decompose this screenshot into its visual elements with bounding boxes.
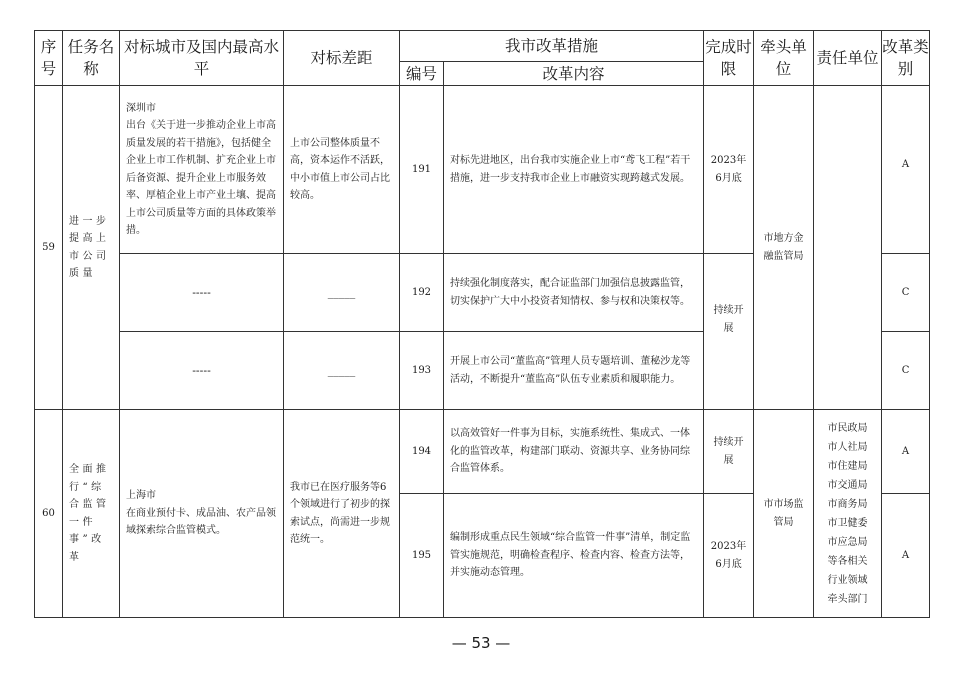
task-cell [63, 410, 120, 618]
header-content: 改革内容 [444, 62, 704, 86]
category-cell: A [882, 410, 930, 494]
header-deadline: 完成时限 [704, 31, 754, 86]
deadline-cell [704, 410, 754, 494]
content-cell [444, 410, 704, 494]
benchmark-cell: ----- [120, 254, 284, 332]
code-cell: 194 [400, 410, 444, 494]
header-code: 编号 [400, 62, 444, 86]
content-cell [444, 494, 704, 618]
gap-cell: _____ [284, 332, 400, 410]
benchmark-cell [120, 86, 284, 254]
header-measures: 我市改革措施 [400, 31, 704, 62]
content-cell [444, 86, 704, 254]
header-gap: 对标差距 [284, 31, 400, 86]
header-lead: 牵头单位 [754, 31, 814, 86]
header-category: 改革类别 [882, 31, 930, 86]
code-cell: 195 [400, 494, 444, 618]
deadline-text: 持续开展 [713, 437, 744, 466]
content-text: 持续强化制度落实，配合证监部门加强信息披露监管，切实保护广大中小投资者知情权、参与权和决策权等。 [450, 278, 690, 307]
lead-cell [754, 410, 814, 618]
benchmark-cell [120, 410, 284, 618]
deadline-text: 2023年6月底 [710, 541, 747, 570]
category-cell: C [882, 254, 930, 332]
reform-measures-table [34, 30, 930, 618]
seq-cell: 60 [35, 410, 63, 618]
header-responsible: 责任单位 [814, 31, 882, 86]
deadline-text: 2023年6月底 [710, 155, 747, 184]
content-text: 对标先进地区，出台我市实施企业上市“鸢飞工程”若干措施，进一步支持我市企业上市融资实现跨越式发展。 [450, 155, 691, 184]
task-cell [63, 86, 120, 410]
header-row [35, 31, 930, 62]
lead-text: 市市场监管局 [763, 499, 804, 528]
deadline-cell [704, 494, 754, 618]
task-name: 全面推行“综合监管一件事”改革 [69, 464, 110, 563]
gap-cell [284, 86, 400, 254]
seq-cell: 59 [35, 86, 63, 410]
deadline-cell [704, 86, 754, 254]
responsible-text: 市民政局 市人社局 市住建局 市交通局 市商务局 市卫健委 市应急局 等各相关 行业领域 牵头部门 [827, 422, 868, 605]
content-cell [444, 254, 704, 332]
header-task: 任务名称 [63, 31, 120, 86]
content-cell [444, 332, 704, 410]
gap-text: 上市公司整体质量不高，资本运作不活跃，中小市值上市公司占比较高。 [290, 137, 390, 201]
deadline-cell [704, 254, 754, 410]
content-text: 开展上市公司“董监高”管理人员专题培训、董秘沙龙等活动，不断提升“董监高”队伍专业素质和履职能力。 [450, 356, 691, 385]
category-cell: C [882, 332, 930, 410]
page-number: — 53 — [451, 634, 511, 652]
task-name: 进一步提高上市公司质量 [69, 215, 110, 279]
content-text: 以高效管好一件事为目标，实施系统性、集成式、一体化的监管改革，构建部门联动、资源共享、业务协同综合监管体系。 [450, 428, 690, 475]
gap-text: 我市已在医疗服务等6个领域进行了初步的探索试点，尚需进一步规范统一。 [290, 481, 390, 545]
table-row [35, 86, 930, 254]
responsible-cell [814, 86, 882, 410]
gap-cell [284, 410, 400, 618]
code-cell: 193 [400, 332, 444, 410]
gap-cell: _____ [284, 254, 400, 332]
code-cell: 191 [400, 86, 444, 254]
benchmark-text: 深圳市 出台《关于进一步推动企业上市高质量发展的若干措施》，包括健全企业上市工作机制、扩充企业上市后备资源、提升企业上市服务效率、厚植企业上市产业土壤、提高上市公司质量等方面的具体政策举措。 [126, 102, 276, 236]
table-row [35, 410, 930, 494]
category-cell: A [882, 86, 930, 254]
responsible-cell [814, 410, 882, 618]
header-seq: 序号 [35, 31, 63, 86]
deadline-text: 持续开展 [713, 305, 744, 334]
lead-text: 市地方金融监管局 [763, 233, 804, 262]
content-text: 编制形成重点民生领域“综合监管一件事”清单，制定监管实施规范，明确检查程序、检查内容、检查方法等，并实施动态管理。 [450, 532, 691, 579]
code-cell: 192 [400, 254, 444, 332]
header-benchmark: 对标城市及国内最高水平 [120, 31, 284, 86]
category-cell: A [882, 494, 930, 618]
benchmark-cell: ----- [120, 332, 284, 410]
lead-cell [754, 86, 814, 410]
benchmark-text: 上海市 在商业预付卡、成品油、农产品领域探索综合监管模式。 [126, 490, 276, 537]
